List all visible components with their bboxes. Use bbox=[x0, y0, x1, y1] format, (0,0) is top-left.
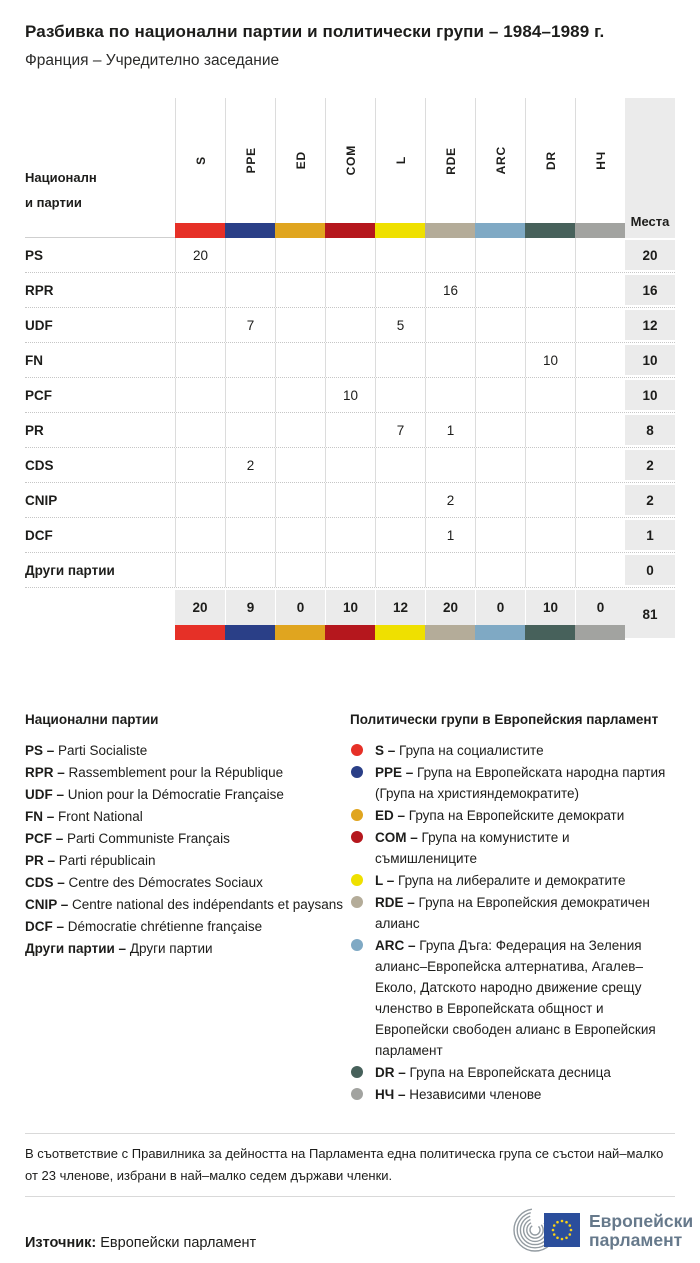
source-value: Европейски парламент bbox=[100, 1235, 257, 1251]
seats-column-header: Места bbox=[625, 98, 675, 238]
total-cell-COM: 10 bbox=[325, 590, 375, 625]
value-cell-L bbox=[375, 448, 425, 482]
value-cell-ARC bbox=[475, 448, 525, 482]
legend-party-item: CDS – Centre des Démocrates Sociaux bbox=[25, 875, 263, 890]
total-cell-S: 20 bbox=[175, 590, 225, 625]
value-cell-ED bbox=[275, 413, 325, 447]
value-cell-COM bbox=[325, 518, 375, 552]
total-color-swatch-DR bbox=[525, 625, 575, 640]
value-cell-ARC bbox=[475, 413, 525, 447]
source-line bbox=[25, 1235, 256, 1251]
color-swatch-COM bbox=[325, 223, 375, 238]
value-cell-НЧ bbox=[575, 308, 625, 342]
value-cell-PPE bbox=[225, 238, 275, 272]
legend-group-text: COM – Група на комунистите и съмишлениците bbox=[375, 830, 570, 866]
total-cell-DR: 10 bbox=[525, 590, 575, 625]
legend-group-abbr: ARC – bbox=[375, 938, 420, 953]
total-cell-НЧ: 0 bbox=[575, 590, 625, 625]
party-label: PCF bbox=[25, 387, 52, 403]
divider-top bbox=[25, 1133, 675, 1134]
legend-party-abbr: RPR – bbox=[25, 765, 69, 780]
totals-color-band bbox=[175, 625, 625, 640]
value-cell-COM bbox=[325, 413, 375, 447]
legend-party-item: PR – Parti républicain bbox=[25, 853, 156, 868]
value-cell-ARC bbox=[475, 273, 525, 307]
value-cell-PPE: 7 bbox=[225, 308, 275, 342]
legend-group-abbr: PPE – bbox=[375, 765, 418, 780]
legend-group-abbr: L – bbox=[375, 873, 399, 888]
legend-group-item bbox=[350, 892, 675, 934]
value-cell-COM bbox=[325, 343, 375, 377]
totals-band-spacer bbox=[25, 625, 175, 640]
value-cell-COM bbox=[325, 553, 375, 587]
value-cell-PPE: 2 bbox=[225, 448, 275, 482]
column-header-label: L bbox=[393, 156, 408, 165]
color-swatch-S bbox=[175, 223, 225, 238]
row-cells bbox=[175, 448, 625, 482]
value-cell-L bbox=[375, 238, 425, 272]
legend-group-abbr: RDE – bbox=[375, 895, 419, 910]
legend-group-item bbox=[350, 740, 675, 761]
column-header-label: RDE bbox=[443, 146, 458, 175]
seats-cell: 1 bbox=[625, 518, 675, 552]
legend-party-abbr: PS – bbox=[25, 743, 59, 758]
value-cell-COM: 10 bbox=[325, 378, 375, 412]
seats-cell: 12 bbox=[625, 308, 675, 342]
legend-party-item: FN – Front National bbox=[25, 809, 143, 824]
european-parliament-logo bbox=[505, 1204, 694, 1261]
column-header-ARC bbox=[475, 98, 525, 223]
legend-color-dot-S bbox=[351, 744, 363, 756]
row-header-cell bbox=[25, 98, 175, 223]
value-cell-DR: 10 bbox=[525, 343, 575, 377]
row-cells bbox=[175, 483, 625, 517]
legend-group-item bbox=[350, 870, 675, 891]
value-cell-НЧ bbox=[575, 518, 625, 552]
table-row bbox=[25, 553, 675, 588]
legend-party-abbr: Други партии – bbox=[25, 941, 130, 956]
value-cell-ED bbox=[275, 238, 325, 272]
eu-flag-square bbox=[544, 1213, 580, 1247]
table-row bbox=[25, 308, 675, 343]
row-cells bbox=[175, 308, 625, 342]
party-label: PR bbox=[25, 422, 44, 438]
legend-color-dot-RDE bbox=[351, 896, 363, 908]
legend-color-dot-DR bbox=[351, 1066, 363, 1078]
value-cell-S: 20 bbox=[175, 238, 225, 272]
logo-text-line2: парламент bbox=[589, 1230, 683, 1250]
column-header-label: COM bbox=[343, 145, 358, 176]
column-header-RDE bbox=[425, 98, 475, 223]
legend-group-item bbox=[350, 1084, 675, 1105]
value-cell-COM bbox=[325, 448, 375, 482]
legend-group-abbr: S – bbox=[375, 743, 400, 758]
party-label: CDS bbox=[25, 457, 54, 473]
value-cell-DR bbox=[525, 238, 575, 272]
color-swatch-PPE bbox=[225, 223, 275, 238]
value-cell-L bbox=[375, 378, 425, 412]
total-cell-PPE: 9 bbox=[225, 590, 275, 625]
value-cell-S bbox=[175, 553, 225, 587]
value-cell-S bbox=[175, 448, 225, 482]
political-groups-legend-title: Политически групи в Европейския парламент bbox=[350, 712, 659, 727]
legend-color-dot-L bbox=[351, 874, 363, 886]
legend-group-item bbox=[350, 1062, 675, 1083]
value-cell-PPE bbox=[225, 483, 275, 517]
value-cell-PPE bbox=[225, 553, 275, 587]
value-cell-НЧ bbox=[575, 553, 625, 587]
value-cell-PPE bbox=[225, 273, 275, 307]
legend-party-item: UDF – Union pour la Démocratie Française bbox=[25, 787, 284, 802]
value-cell-S bbox=[175, 378, 225, 412]
column-header-label: DR bbox=[543, 151, 558, 170]
party-label: CNIP bbox=[25, 492, 58, 508]
value-cell-ED bbox=[275, 518, 325, 552]
legend-party-abbr: DCF – bbox=[25, 919, 68, 934]
column-header-COM bbox=[325, 98, 375, 223]
value-cell-PPE bbox=[225, 378, 275, 412]
legend-group-text: S – Група на социалистите bbox=[375, 743, 544, 758]
legend-party-item: DCF – Démocratie chrétienne française bbox=[25, 919, 263, 934]
value-cell-COM bbox=[325, 273, 375, 307]
legend-color-dot-PPE bbox=[351, 766, 363, 778]
value-cell-НЧ bbox=[575, 483, 625, 517]
value-cell-S bbox=[175, 483, 225, 517]
row-cells bbox=[175, 273, 625, 307]
legend-party-abbr: PCF – bbox=[25, 831, 68, 846]
seats-cell: 2 bbox=[625, 483, 675, 517]
value-cell-DR bbox=[525, 518, 575, 552]
legend-group-text: L – Група на либералите и демократите bbox=[375, 873, 626, 888]
page-title: Разбивка по национални партии и политически групи – 1984–1989 г. bbox=[25, 22, 605, 41]
legend-group-item bbox=[350, 827, 675, 869]
row-cells bbox=[175, 238, 625, 272]
value-cell-L bbox=[375, 343, 425, 377]
legend-color-dot-COM bbox=[351, 831, 363, 843]
total-color-swatch-S bbox=[175, 625, 225, 640]
legends-section bbox=[25, 712, 675, 1106]
legend-party-item: PCF – Parti Communiste Français bbox=[25, 831, 230, 846]
color-swatch-RDE bbox=[425, 223, 475, 238]
value-cell-PPE bbox=[225, 343, 275, 377]
party-label: DCF bbox=[25, 527, 53, 543]
value-cell-RDE bbox=[425, 238, 475, 272]
legend-group-abbr: ED – bbox=[375, 808, 409, 823]
row-cells bbox=[175, 553, 625, 587]
seats-cell: 0 bbox=[625, 553, 675, 587]
legend-group-item bbox=[350, 805, 675, 826]
column-header-ED bbox=[275, 98, 325, 223]
value-cell-НЧ bbox=[575, 378, 625, 412]
column-header-label: ARC bbox=[493, 146, 508, 175]
total-cell-L: 12 bbox=[375, 590, 425, 625]
color-swatch-ED bbox=[275, 223, 325, 238]
value-cell-НЧ bbox=[575, 238, 625, 272]
value-cell-ARC bbox=[475, 343, 525, 377]
total-cell-ARC: 0 bbox=[475, 590, 525, 625]
legend-party-item: Други партии – Други партии bbox=[25, 941, 213, 956]
table-row bbox=[25, 343, 675, 378]
value-cell-ARC bbox=[475, 483, 525, 517]
legend-group-text: ARC – Група Дъга: Федерация на Зеления алианс–Европейска алтернатива, Агалев–Еколо, Датското народно движение срещу членство в Европейската общност и Европейски свободен алианс в Европейския парламент bbox=[375, 938, 656, 1058]
value-cell-DR bbox=[525, 378, 575, 412]
value-cell-RDE: 1 bbox=[425, 413, 475, 447]
column-header-DR bbox=[525, 98, 575, 223]
national-parties-legend bbox=[25, 712, 350, 1106]
value-cell-ARC bbox=[475, 518, 525, 552]
value-cell-DR bbox=[525, 308, 575, 342]
legend-group-abbr: НЧ – bbox=[375, 1087, 410, 1102]
value-cell-S bbox=[175, 343, 225, 377]
legend-party-abbr: CNIP – bbox=[25, 897, 73, 912]
legend-group-item bbox=[350, 935, 675, 1061]
value-cell-RDE bbox=[425, 378, 475, 412]
totals-cells bbox=[175, 590, 625, 625]
value-cell-ARC bbox=[475, 553, 525, 587]
table-row bbox=[25, 483, 675, 518]
value-cell-ED bbox=[275, 378, 325, 412]
value-cell-L: 5 bbox=[375, 308, 425, 342]
legend-color-dot-ED bbox=[351, 809, 363, 821]
ep-logo-graphic bbox=[505, 1204, 694, 1256]
legend-group-abbr: COM – bbox=[375, 830, 422, 845]
table-row bbox=[25, 238, 675, 273]
color-swatch-НЧ bbox=[575, 223, 625, 238]
political-groups-legend bbox=[350, 712, 675, 1106]
total-color-swatch-RDE bbox=[425, 625, 475, 640]
total-seats-cell: 81 bbox=[625, 590, 675, 638]
table-row bbox=[25, 413, 675, 448]
value-cell-ED bbox=[275, 308, 325, 342]
legend-party-abbr: UDF – bbox=[25, 787, 68, 802]
value-cell-ED bbox=[275, 273, 325, 307]
value-cell-НЧ bbox=[575, 413, 625, 447]
total-color-swatch-COM bbox=[325, 625, 375, 640]
party-label: RPR bbox=[25, 282, 54, 298]
source-label: Източник: bbox=[25, 1235, 97, 1251]
total-cell-RDE: 20 bbox=[425, 590, 475, 625]
value-cell-НЧ bbox=[575, 273, 625, 307]
column-header-label: S bbox=[193, 156, 208, 165]
total-color-swatch-НЧ bbox=[575, 625, 625, 640]
value-cell-НЧ bbox=[575, 448, 625, 482]
value-cell-DR bbox=[525, 553, 575, 587]
value-cell-ED bbox=[275, 483, 325, 517]
column-header-label: PPE bbox=[243, 147, 258, 174]
row-header-label: Национални партии bbox=[25, 170, 97, 210]
column-header-label: ED bbox=[293, 151, 308, 170]
party-label: Други партии bbox=[25, 562, 115, 578]
total-cell-ED: 0 bbox=[275, 590, 325, 625]
party-label: FN bbox=[25, 352, 43, 368]
legend-group-text: RDE – Група на Европейския демократичен алианс bbox=[375, 895, 650, 931]
table-row bbox=[25, 518, 675, 553]
value-cell-L: 7 bbox=[375, 413, 425, 447]
table-row bbox=[25, 273, 675, 308]
table-row bbox=[25, 378, 675, 413]
value-cell-RDE bbox=[425, 308, 475, 342]
band-spacer bbox=[25, 223, 175, 238]
color-swatch-ARC bbox=[475, 223, 525, 238]
value-cell-COM bbox=[325, 308, 375, 342]
value-cell-DR bbox=[525, 448, 575, 482]
value-cell-ED bbox=[275, 553, 325, 587]
legend-party-abbr: CDS – bbox=[25, 875, 69, 890]
value-cell-RDE: 2 bbox=[425, 483, 475, 517]
seats-cell: 8 bbox=[625, 413, 675, 447]
color-swatch-L bbox=[375, 223, 425, 238]
value-cell-ED bbox=[275, 448, 325, 482]
seats-cell: 20 bbox=[625, 238, 675, 272]
legend-party-abbr: FN – bbox=[25, 809, 59, 824]
party-label: PS bbox=[25, 247, 44, 263]
rules-note: В съответствие с Правилника за дейността на Парламента една политическа група се състои най–малко от 23 членове, избрани в най–малко седем държави членки. bbox=[25, 1146, 664, 1183]
row-cells bbox=[175, 378, 625, 412]
group-column-headers bbox=[175, 98, 625, 223]
legend-group-item bbox=[350, 762, 675, 804]
value-cell-S bbox=[175, 413, 225, 447]
value-cell-RDE: 16 bbox=[425, 273, 475, 307]
row-cells bbox=[175, 518, 625, 552]
seats-table bbox=[25, 98, 675, 638]
value-cell-ED bbox=[275, 343, 325, 377]
row-cells bbox=[175, 413, 625, 447]
legend-party-abbr: PR – bbox=[25, 853, 59, 868]
party-label: UDF bbox=[25, 317, 53, 333]
page-subtitle: Франция – Учредително заседание bbox=[25, 52, 280, 69]
total-color-swatch-L bbox=[375, 625, 425, 640]
row-cells bbox=[175, 343, 625, 377]
table-body bbox=[25, 238, 675, 588]
value-cell-ARC bbox=[475, 238, 525, 272]
value-cell-DR bbox=[525, 483, 575, 517]
value-cell-НЧ bbox=[575, 343, 625, 377]
legend-party-item: CNIP – Centre national des indépendants et paysans bbox=[25, 897, 343, 912]
value-cell-S bbox=[175, 273, 225, 307]
legend-group-abbr: DR – bbox=[375, 1065, 410, 1080]
legend-color-dot-ARC bbox=[351, 939, 363, 951]
column-header-НЧ bbox=[575, 98, 625, 223]
totals-label-cell bbox=[25, 590, 175, 625]
value-cell-COM bbox=[325, 483, 375, 517]
column-header-L bbox=[375, 98, 425, 223]
legend-group-text: НЧ – Независими членове bbox=[375, 1087, 542, 1102]
total-color-swatch-PPE bbox=[225, 625, 275, 640]
value-cell-RDE bbox=[425, 553, 475, 587]
value-cell-RDE bbox=[425, 343, 475, 377]
logo-text-line1: Европейски bbox=[589, 1211, 694, 1231]
column-header-label: НЧ bbox=[593, 151, 608, 170]
legend-group-text: DR – Група на Европейската десница bbox=[375, 1065, 611, 1080]
value-cell-COM bbox=[325, 238, 375, 272]
column-header-S bbox=[175, 98, 225, 223]
value-cell-ARC bbox=[475, 308, 525, 342]
legend-group-text: ED – Група на Европейските демократи bbox=[375, 808, 625, 823]
seats-cell: 16 bbox=[625, 273, 675, 307]
value-cell-L bbox=[375, 518, 425, 552]
value-cell-S bbox=[175, 308, 225, 342]
value-cell-PPE bbox=[225, 413, 275, 447]
seats-cell: 10 bbox=[625, 343, 675, 377]
value-cell-RDE: 1 bbox=[425, 518, 475, 552]
legend-color-dot-НЧ bbox=[351, 1088, 363, 1100]
value-cell-L bbox=[375, 273, 425, 307]
value-cell-DR bbox=[525, 273, 575, 307]
seats-cell: 10 bbox=[625, 378, 675, 412]
legend-group-text: PPE – Група на Европейската народна партия (Група на християндемократите) bbox=[375, 765, 666, 801]
color-swatch-DR bbox=[525, 223, 575, 238]
legend-party-item: RPR – Rassemblement pour la République bbox=[25, 765, 284, 780]
legend-party-item: PS – Parti Socialiste bbox=[25, 743, 148, 758]
table-header bbox=[25, 98, 675, 238]
national-parties-legend-title: Национални партии bbox=[25, 712, 159, 727]
column-header-PPE bbox=[225, 98, 275, 223]
seats-cell: 2 bbox=[625, 448, 675, 482]
total-color-swatch-ED bbox=[275, 625, 325, 640]
value-cell-L bbox=[375, 553, 425, 587]
totals-row bbox=[25, 588, 675, 638]
total-color-swatch-ARC bbox=[475, 625, 525, 640]
value-cell-L bbox=[375, 483, 425, 517]
table-row bbox=[25, 448, 675, 483]
footer bbox=[25, 1197, 694, 1263]
group-color-band bbox=[175, 223, 625, 238]
value-cell-PPE bbox=[225, 518, 275, 552]
value-cell-S bbox=[175, 518, 225, 552]
value-cell-DR bbox=[525, 413, 575, 447]
value-cell-ARC bbox=[475, 378, 525, 412]
value-cell-RDE bbox=[425, 448, 475, 482]
